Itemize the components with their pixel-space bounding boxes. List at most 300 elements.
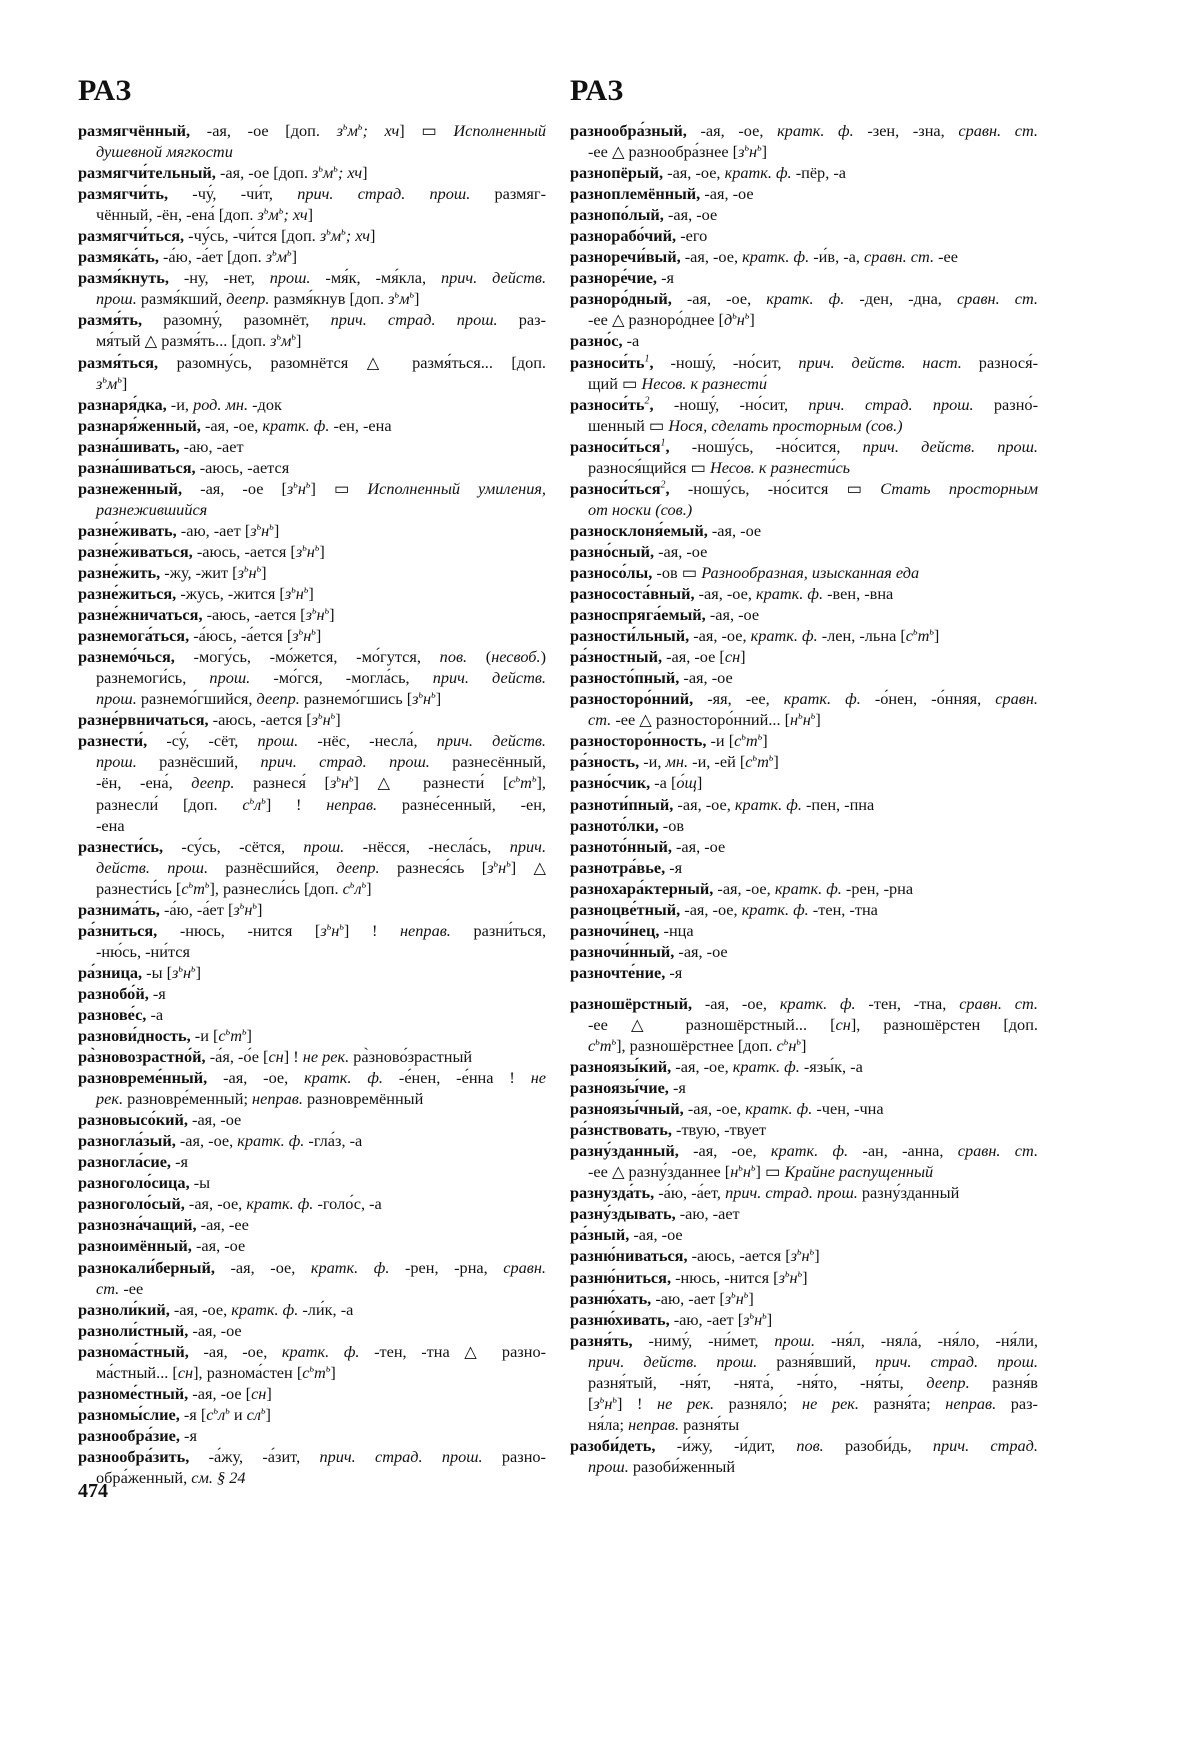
dictionary-entry [570,204,1038,225]
dictionary-entry [78,246,546,267]
entry-text: ] ! [283,1047,303,1067]
entry-continuation-line [570,1372,1038,1393]
dictionary-entry [78,1025,546,1046]
entry-text: ], разношёрстен [доп. [850,1014,1038,1034]
grammar-note: с [776,1036,784,1056]
grammar-note: с [218,1026,226,1046]
dictionary-entry [78,1109,546,1130]
grammar-note: не [530,1068,547,1088]
entry-text: разнёсшийся, [208,857,337,877]
dictionary-entry [78,415,546,436]
entry-text: -я [179,1425,197,1445]
dictionary-entry [78,1067,546,1088]
dictionary-entry [570,772,1038,793]
entry-text: ] [335,710,341,730]
entry-text: ] [273,520,280,540]
superscript: ь [752,752,758,764]
entry-text: -ая, -ое, [175,1131,238,1151]
grammar-note: л [254,794,262,814]
entry-text: мя́тый △ размя́ть... [доп. [96,331,271,351]
superscript: ь [809,1247,815,1259]
grammar-note: з [284,584,292,604]
entry-text: -ая, -ое, [689,626,751,646]
superscript: ь [741,731,746,743]
superscript: ь [298,626,304,638]
grammar-note: неправ. [628,1414,680,1434]
grammar-note: з [790,1246,797,1266]
headword: разносторо́нность, [570,731,707,751]
dictionary-entry [570,836,1038,857]
entry-text: [ [588,1393,594,1413]
entry-text: -тен, -тна [808,899,878,919]
grammar-note: с [342,878,350,898]
dictionary-entry [570,183,1038,204]
dictionary-entry [570,646,1038,667]
entry-text: разновре́менный; [123,1089,253,1109]
grammar-note: т [314,1362,326,1382]
grammar-note: прош. [588,1456,629,1476]
grammar-note: ; хч [283,205,308,225]
headword: разноси́ться [570,436,661,456]
superscript: ь [339,921,344,933]
superscript: ь [342,121,348,133]
grammar-note: прош. [209,668,251,688]
entry-text: ] [414,289,420,309]
grammar-note: с [905,626,914,646]
superscript: ь [796,1036,801,1048]
superscript: ь [394,289,400,301]
entry-text: ] [762,731,768,751]
superscript: ь [303,584,309,596]
entry-text: ня́ла; [588,1414,629,1434]
grammar-note: н [742,1162,751,1182]
entry-text: ] [814,1246,820,1266]
superscript: ь [599,1394,605,1406]
superscript: ь [732,311,737,322]
entry-text: -мо́гся, -могла́сь, [250,668,433,688]
dictionary-entry [570,815,1038,836]
grammar-note: действ. прош. [96,857,209,877]
grammar-note: прич. [509,836,547,856]
entry-text: -чу́, -чи́т, [168,184,298,204]
grammar-note: прич. действ. наст. [798,352,962,372]
grammar-note: сравн. ст. [957,1141,1039,1161]
grammar-note: м [322,163,334,183]
grammar-note: н [790,710,799,730]
dictionary-entry [78,1299,546,1320]
superscript: ь [293,479,298,491]
grammar-note: н [316,605,325,625]
headword: разня́ть, [570,1330,633,1350]
grammar-note: з [778,1267,785,1287]
grammar-note: з [237,562,244,582]
headword: разночи́нный, [570,941,675,961]
grammar-note: сравн. ст. [959,993,1038,1013]
dictionary-entry [570,1056,1038,1077]
dictionary-entry [78,899,546,920]
entry-text: -ов [658,815,685,835]
headword: разносторо́нний, [570,689,694,709]
grammar-note: прош. [96,289,137,309]
entry-text: шенный ▭ [588,415,669,435]
entry-continuation-line [570,457,1038,478]
entry-text: -ая, -ое, [680,899,742,919]
entry-text: -а́ю, -а́ет [ [159,899,234,919]
headword: разнозна́чащий, [78,1215,197,1235]
entry-text: -а́юсь, -а́ется [ [189,626,293,646]
grammar-note: ст. [588,710,612,730]
dictionary-column-left [78,120,546,1488]
headword: размягчённый, [78,121,191,140]
entry-text: -я [657,268,674,288]
entry-text: -ая, -ое [188,1320,242,1340]
headword: разне́живать, [78,520,177,540]
superscript: 1 [644,353,650,365]
entry-text: -ее △ разношёрстный... [ [588,1014,836,1034]
dictionary-entry [78,604,546,625]
superscript: ь [305,479,311,491]
entry-continuation-line [78,751,546,772]
dictionary-entry [78,1383,546,1404]
entry-continuation-line [570,373,1038,394]
entry-text: разня́та; [859,1393,946,1413]
grammar-note: кратк. ф. [779,993,856,1013]
entry-text: -зен, -зна, [853,121,959,140]
headword: разнаря́дка, [78,394,167,414]
grammar-note: кратк. ф. [777,121,854,140]
entry-text: -твую, -твует [671,1120,767,1140]
grammar-note: н [297,478,306,498]
superscript: ь [797,1268,803,1280]
grammar-note: н [331,920,340,940]
headword: разночи́нец, [570,920,660,940]
entry-text: -аюсь, -ается [195,457,290,477]
grammar-note: сн [177,1362,194,1382]
headword: разногла́сие, [78,1152,172,1172]
entry-text: ] [261,562,267,582]
entry-text: -аю, -ает [179,436,244,456]
entry-text: -а́жу, -а́зит, [189,1446,320,1466]
superscript: ь [493,858,499,870]
grammar-note: н [295,584,304,604]
entry-text: -ая, -ое, [678,1141,771,1161]
entry-text: -и [ [706,731,735,751]
entry-text: -ая, -ое [654,541,708,561]
superscript: ь [309,1363,315,1375]
entry-text: -ая, -ое [доп. [215,163,312,183]
dictionary-entry [78,1151,546,1172]
entry-text: -ая, -ое, [671,1057,733,1077]
superscript: ь [796,1247,802,1259]
headword: ра́зный, [570,1225,630,1245]
grammar-note: м [106,373,118,393]
grammar-note: Исполненный умиления, [367,478,546,498]
entry-continuation-line [78,772,546,793]
entry-continuation-line [78,288,546,309]
dictionary-entry [78,120,546,141]
entry-text: -ая, -ое, [184,1194,247,1214]
entry-text: -нёс, -несла́, [298,731,437,751]
headword: разноцве́тный, [570,899,681,919]
grammar-note: прош. [269,268,311,288]
superscript: ь [311,626,316,638]
headword: разне́рвничаться, [78,710,209,730]
entry-text: -ношу́, -но́сит, [653,352,799,372]
entry-text: -нюсь, -нится [ [157,920,321,940]
entry-text: -ниму́, -ни́мет, [632,1330,775,1350]
headword: разну́здывать, [570,1204,676,1224]
entry-text: -ая, -ое [707,520,762,540]
grammar-note: т [757,752,769,772]
entry-text: -язы́к, -а [799,1057,863,1077]
dictionary-entry [78,730,546,751]
superscript: ь [117,374,122,386]
entry-text: разнесли́ [доп. [96,794,243,814]
dictionary-entry [570,330,1038,351]
grammar-note: неправ. [252,1089,303,1109]
entry-text: -ая, -ое, [686,121,778,140]
grammar-note: прич. страд. прош. [297,184,471,204]
superscript: ь [252,900,257,912]
grammar-note: деепр. [336,857,380,877]
superscript: ь [213,1405,219,1417]
superscript: ь [191,963,196,975]
headword: разню́ниться, [570,1267,672,1287]
superscript: ь [260,1405,266,1417]
entry-text: -ая, -ое [679,668,733,688]
grammar-note: з [305,605,312,625]
grammar-note: з [738,142,745,162]
superscript: ь [744,142,749,154]
grammar-note: кратк. ф. [281,1341,360,1361]
entry-continuation-line [78,330,546,351]
superscript: ь [757,731,763,743]
headword: разнопо́лый, [570,205,664,225]
entry-text: -ее [119,1278,144,1298]
headword: разно́с, [570,331,623,351]
grammar-note: н [244,899,253,919]
entry-text: -ая, -ое [доп. [190,121,337,140]
grammar-note: з [320,920,327,940]
entry-text: -и́жу, -и́дит, [655,1435,797,1455]
entry-text: разну́зданный [857,1183,960,1203]
entry-text: -я [148,983,166,1003]
superscript: ь [929,626,934,638]
entry-continuation-line [78,815,546,836]
grammar-note: н [730,1162,739,1182]
dictionary-entry [78,1341,546,1362]
entry-text: -пен, -пна [801,794,875,814]
entry-text: ] [265,1404,271,1424]
entry-text: -ая, -ое [663,205,718,225]
grammar-note: з [593,1393,600,1413]
entry-text: -и́в, -а, [809,247,865,267]
superscript: ь [287,247,292,259]
entry-continuation-line [78,667,546,688]
headword: разнотра́вье, [570,857,666,877]
grammar-note: Несов. к разнести́сь [709,457,851,477]
grammar-note: сравн. ст. [958,121,1039,140]
headword: разнокали́берный, [78,1257,215,1277]
entry-text: -ее △ разноро́днее [ [588,310,724,330]
entry-text: чённый, -ён, -ена́ [доп. [96,205,258,225]
entry-text: ] [246,1026,252,1046]
grammar-note: н [754,1309,763,1329]
grammar-note: з [319,226,327,246]
running-header-left: РАЗ [78,74,133,107]
headword: разноплемённый, [570,184,701,204]
headword: , [665,436,670,456]
superscript: ь [311,605,317,617]
dictionary-entry [78,436,546,457]
grammar-note: прош. [257,731,299,751]
superscript: ь [750,1162,756,1174]
grammar-note: кратк. ф. [734,794,802,814]
entry-text: -и [ [190,1026,219,1046]
entry-text: -ена [96,815,125,835]
grammar-note: м [281,331,292,351]
headword: разнемо́чься, [78,647,175,667]
grammar-note: т [917,626,930,646]
entry-text: ] [295,331,302,351]
dictionary-entry [570,1309,1038,1330]
entry-text: ] [369,226,376,246]
headword: разноси́ться [570,478,661,498]
entry-text: -тен, -тна △ разно- [359,1341,547,1361]
entry-text: ] ▭ [310,478,368,498]
entry-text: ] [362,163,368,183]
headword: разнообра́зный, [570,121,687,140]
entry-continuation-line [78,1088,546,1109]
entry-text: -нюсь, -нится [ [671,1267,779,1287]
superscript: ь [324,605,330,617]
entry-continuation-line [78,1362,546,1383]
entry-text: ] [195,962,202,982]
headword: разнобо́й, [78,983,149,1003]
superscript: ь [302,542,307,554]
headword: разноме́стный, [78,1383,189,1403]
entry-text: ( [467,647,492,667]
grammar-note: кратк. ф. [770,1141,849,1161]
entry-text: ], [536,773,546,793]
entry-continuation-line [78,1467,546,1488]
entry-continuation-line [570,1351,1038,1372]
superscript: ь [757,142,762,154]
entry-continuation-line [78,857,546,878]
grammar-note: з [295,541,303,561]
superscript: ь [241,1026,247,1038]
grammar-note: Исполненный [453,121,546,140]
dictionary-entry [78,709,546,730]
entry-text: -а́ю, -а́ет [доп. [158,247,266,267]
grammar-note: н [303,626,312,646]
entry-text: ] [761,142,768,162]
dictionary-entry [570,688,1038,709]
headword: разнопёрый, [570,163,664,183]
entry-text: -гла́з, -а [304,1131,363,1151]
dictionary-entry [78,267,546,288]
headword: разносто́пный, [570,668,680,688]
headword: ра́зностный, [570,647,663,667]
grammar-note: о́щ [676,773,697,793]
dictionary-entry [570,1288,1038,1309]
entry-text: -ее △ разносторо́нний... [ [611,710,791,730]
entry-text: разомну́сь, разомнётся △ размя́ться... [доп. [158,352,546,372]
grammar-note: з [286,478,294,498]
entry-text: -я [665,857,683,877]
dictionary-entry [570,993,1038,1014]
entry-text: ] [315,626,322,646]
superscript: ь [318,710,323,722]
entry-text: -его [676,226,708,246]
entry-text: -ая, -ое, [663,163,725,183]
headword: разногла́зый, [78,1131,176,1151]
dictionary-entry [570,1224,1038,1245]
entry-text: разнёсший, [136,752,261,772]
superscript: ь [798,710,803,722]
entry-text: разни́ться, [450,920,547,940]
dictionary-entry [570,857,1038,878]
dictionary-entry [570,1245,1038,1266]
grammar-note: кратк. ф. [766,289,845,309]
grammar-note: кратк. ф. [310,1257,390,1277]
headword: ра́знствовать, [570,1120,672,1140]
entry-text: ] [766,1309,773,1329]
grammar-note: з [388,289,395,309]
headword: разна́шивать, [78,436,180,456]
grammar-note: т [520,773,532,793]
entry-text: -аюсь, -ается [ [192,541,296,561]
headword: разноязы́кий, [570,1057,672,1077]
grammar-note: н [789,1267,798,1287]
dictionary-entry [570,225,1038,246]
entry-text: -ню́сь, -ни́тся [96,941,190,961]
dictionary-entry [570,625,1038,646]
dictionary-entry [78,1130,546,1151]
superscript: ь [318,163,323,175]
grammar-note: з [487,857,494,877]
headword: разноре́чие, [570,268,657,288]
grammar-note: прич. страд. [932,1435,1038,1455]
dictionary-entry [78,309,546,330]
entry-text: ] [773,752,779,772]
superscript: ь [731,1289,736,1301]
dictionary-entry [78,1214,546,1235]
headword: разносо́лы, [570,562,653,582]
grammar-note: сравн. [995,689,1038,709]
entry-text: -ая, -ее [196,1215,249,1235]
dictionary-entry [78,478,546,499]
dictionary-entry [78,983,546,1004]
superscript: ь [314,542,320,554]
entry-continuation-line [78,499,546,520]
superscript: 1 [660,437,666,449]
superscript: ь [768,752,774,764]
dictionary-entry [570,541,1038,562]
entry-continuation-line [570,415,1038,436]
dictionary-entry [78,1235,546,1256]
entry-text: -ая, -ое [700,184,754,204]
entry-text: -ая, -ое [671,836,726,856]
grammar-note: н [735,1288,744,1308]
entry-continuation-line [570,1393,1038,1414]
dictionary-entry [570,352,1038,373]
dictionary-entry [78,646,546,667]
superscript: ь [256,563,262,575]
entry-text: -я [668,1078,686,1098]
grammar-note: сн [268,1047,284,1067]
grammar-note: сравн. [503,1257,546,1277]
